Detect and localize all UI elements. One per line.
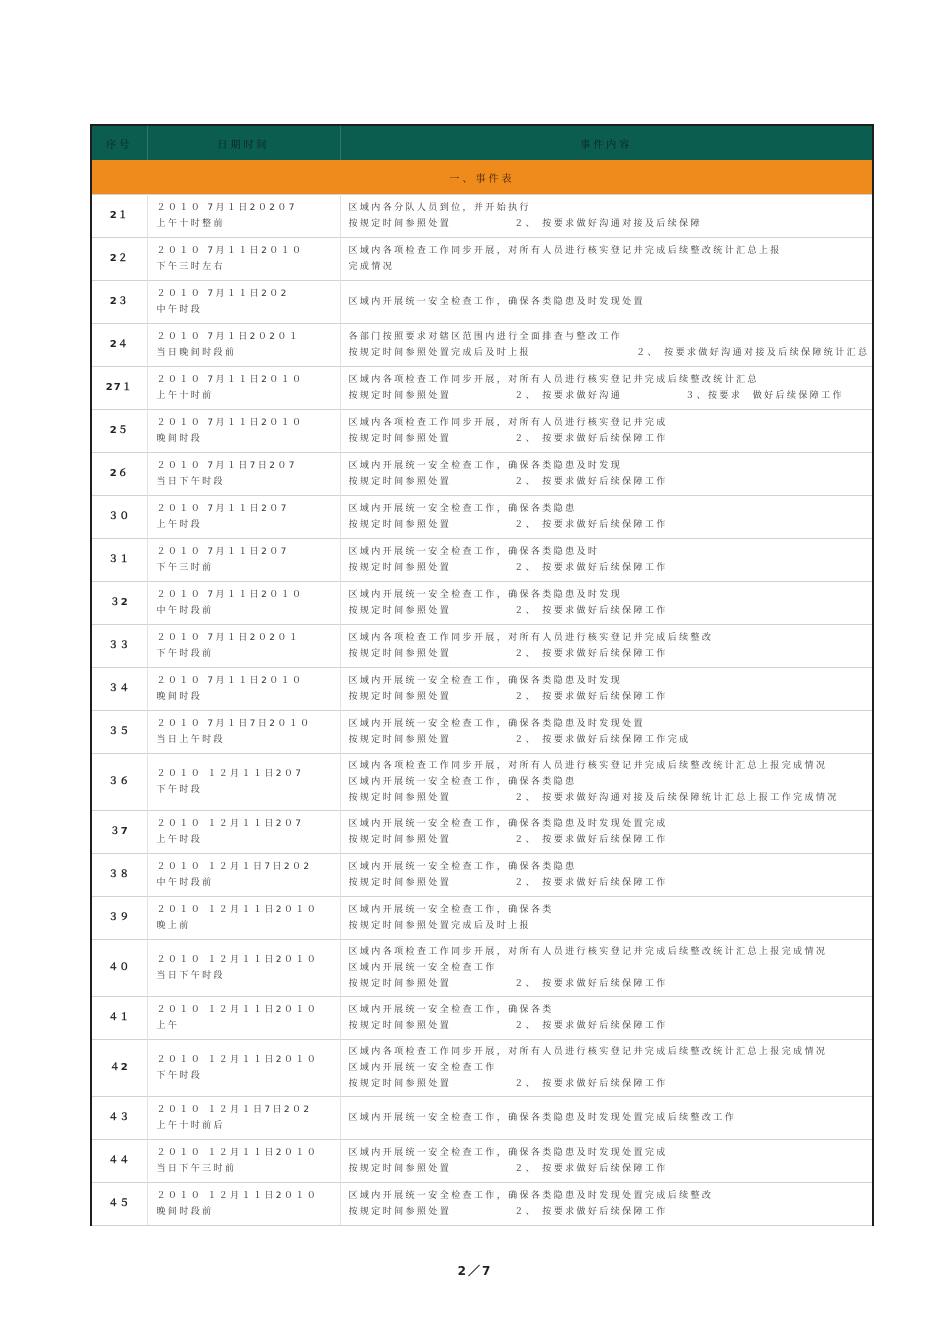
- row-number: ３８: [91, 854, 147, 897]
- row-date-line: 下午时段前: [156, 649, 214, 659]
- row-date: [147, 897, 340, 940]
- row-date-line: ２０１０ 7月１１日2０2: [156, 289, 289, 299]
- row-content-line: 按规定时间参照处置 ２、 按要求做好后续保障工作: [348, 606, 668, 616]
- row-date-line: 晚间时段: [156, 692, 203, 702]
- row-content-line: 区域内开展统一安全检查工作，确保各类隐患及时发现: [348, 590, 623, 600]
- row-number: 27１: [91, 367, 147, 410]
- row-date-line: ２０１０ １２月１１日2０１０: [156, 1055, 319, 1065]
- row-date-line: ２０１０ 7月１日2０2０１: [156, 633, 301, 643]
- row-content: [340, 854, 873, 897]
- row-date-line: 当日下午时段: [156, 477, 225, 487]
- row-content-line: 按规定时间参照处置 ２、 按要求做好沟通对接及后续保障: [348, 219, 702, 229]
- row-number: ３7: [91, 811, 147, 854]
- row-content-line: 按规定时间参照处置 ２、 按要求做好后续保障工作: [348, 434, 668, 444]
- row-number: 2６: [91, 453, 147, 496]
- row-content-line: 按规定时间参照处置 ２、 按要求做好后续保障工作: [348, 692, 668, 702]
- row-content: [340, 1140, 873, 1183]
- row-date-line: 晚间时段: [156, 434, 203, 444]
- table-row: [91, 582, 873, 625]
- row-content-line: 区域内开展统一安全检查工作，确保各类: [348, 905, 554, 915]
- row-number: ４４: [91, 1140, 147, 1183]
- table-row: [91, 1140, 873, 1183]
- row-date-line: ２０１０ 7月１１日2０１０: [156, 676, 304, 686]
- row-content: [340, 997, 873, 1040]
- row-content-line: 区域内开展统一安全检查工作，确保各类隐患及时发现: [348, 461, 623, 471]
- row-date: [147, 238, 340, 281]
- row-content-line: 区域内开展统一安全检查工作，确保各类隐患及时发现处置完成: [348, 1148, 668, 1158]
- row-date-line: 下午三时左右: [156, 262, 225, 272]
- row-content-line: 按规定时间参照处置 ２、 按要求做好后续保障工作完成: [348, 735, 691, 745]
- row-content-line: 区域内各分队人员到位，并开始执行: [348, 203, 531, 213]
- row-date-line: ２０１０ 7月１１日2０7: [156, 547, 289, 557]
- table-row: [91, 625, 873, 668]
- row-date: [147, 324, 340, 367]
- row-content-line: 区域内各项检查工作同步开展，对所有人员进行核实登记并完成后续整改统计汇总: [348, 375, 759, 385]
- row-content: [340, 625, 873, 668]
- row-content: [340, 1040, 873, 1097]
- row-content-line: 区域内开展统一安全检查工作，确保各类隐患及时发现: [348, 676, 623, 686]
- table-row: [91, 539, 873, 582]
- row-date: [147, 625, 340, 668]
- row-number: ４５: [91, 1183, 147, 1226]
- row-number: ３６: [91, 754, 147, 811]
- row-date-line: 下午时段: [156, 1071, 203, 1081]
- table-header-row: [91, 125, 873, 160]
- row-content-line: 按规定时间参照处置 ２、 按要求做好后续保障工作: [348, 1207, 668, 1217]
- row-date-line: 当日上午时段: [156, 735, 225, 745]
- row-content: [340, 582, 873, 625]
- row-date-line: ２０１０ 7月１日7日2０１０: [156, 719, 312, 729]
- row-date-line: 中午时段前: [156, 878, 214, 888]
- row-content-line: 区域内开展统一安全检查工作，确保各类隐患及时发现处置完成后续整改: [348, 1191, 714, 1201]
- row-content: [340, 539, 873, 582]
- row-content-line: 区域内开展统一安全检查工作，确保各类隐患: [348, 777, 577, 787]
- row-content-line: 区域内开展统一安全检查工作，确保各类隐患及时: [348, 547, 600, 557]
- row-date: [147, 582, 340, 625]
- row-date-line: ２０１０ １２月１１日2０7: [156, 769, 304, 779]
- row-date-line: ２０１０ １２月１１日2０１０: [156, 1005, 319, 1015]
- row-content: [340, 811, 873, 854]
- row-content-line: 区域内各项检查工作同步开展，对所有人员进行核实登记并完成后续整改统计汇总上报完成情况: [348, 761, 828, 771]
- row-date-line: 晚间时段前: [156, 1207, 214, 1217]
- section-row: [91, 160, 873, 195]
- row-content-line: 区域内开展统一安全检查工作，确保各类隐患及时发现处置完成: [348, 819, 668, 829]
- row-content-line: 按规定时间参照处置 ２、 按要求做好沟通对接及后续保障统计汇总上报工作完成情况: [348, 793, 839, 803]
- row-date: [147, 711, 340, 754]
- row-date: [147, 496, 340, 539]
- row-content-line: 区域内开展统一安全检查工作，确保各类隐患及时发现处置: [348, 297, 645, 307]
- row-number: ４３: [91, 1097, 147, 1140]
- table-row: [91, 324, 873, 367]
- row-content: [340, 1097, 873, 1140]
- table-row: [91, 754, 873, 811]
- row-content: [340, 1183, 873, 1226]
- row-date-line: ２０１０ １２月１１日2０１０: [156, 955, 319, 965]
- row-number: 2５: [91, 410, 147, 453]
- row-date-line: ２０１０ 7月１日2０2０１: [156, 332, 301, 342]
- row-content-line: 按规定时间参照处置 ２、 按要求做好后续保障工作: [348, 1079, 668, 1089]
- table-row: [91, 940, 873, 997]
- row-date-line: 上午: [156, 1021, 180, 1031]
- row-content-line: 按规定时间参照处置 ２、 按要求做好沟通 ３、按要求 做好后续保障工作: [348, 391, 844, 401]
- row-number: 2２: [91, 238, 147, 281]
- row-content-line: 区域内各项检查工作同步开展，对所有人员进行核实登记并完成后续整改统计汇总上报: [348, 246, 782, 256]
- table-row: [91, 668, 873, 711]
- row-content-line: 按规定时间参照处置 ２、 按要求做好后续保障工作: [348, 1021, 668, 1031]
- row-date: [147, 195, 340, 238]
- table-row: [91, 997, 873, 1040]
- row-date-line: 上午十时整前: [156, 219, 225, 229]
- row-date-line: ２０１０ １２月１１日2０7: [156, 819, 304, 829]
- header-content: 事件内容: [340, 125, 873, 160]
- row-content-line: 按规定时间参照处置 ２、 按要求做好后续保障工作: [348, 563, 668, 573]
- row-date: [147, 1140, 340, 1183]
- row-content: [340, 668, 873, 711]
- row-content: [340, 281, 873, 324]
- row-content: [340, 195, 873, 238]
- row-date: [147, 811, 340, 854]
- table-row: [91, 1040, 873, 1097]
- page-number: 2／7: [457, 1264, 493, 1278]
- row-number: ３５: [91, 711, 147, 754]
- row-number: ３１: [91, 539, 147, 582]
- row-number: ４１: [91, 997, 147, 1040]
- row-date-line: 中午时段前: [156, 606, 214, 616]
- row-date-line: 当日下午三时前: [156, 1164, 237, 1174]
- header-number: 序号: [91, 125, 147, 160]
- table-row: [91, 854, 873, 897]
- row-content-line: 按规定时间参照处置 ２、 按要求做好后续保障工作: [348, 835, 668, 845]
- header-date: 日期时间: [147, 125, 340, 160]
- row-content-line: 按规定时间参照处置 ２、 按要求做好后续保障工作: [348, 520, 668, 530]
- row-date-line: ２０１０ １２月１日7日2０2: [156, 1105, 312, 1115]
- row-date-line: ２０１０ １２月１日7日2０2: [156, 862, 312, 872]
- row-number: ３2: [91, 582, 147, 625]
- row-date: [147, 1183, 340, 1226]
- table-row: [91, 496, 873, 539]
- row-number: ４０: [91, 940, 147, 997]
- row-content-line: 区域内各项检查工作同步开展，对所有人员进行核实登记并完成: [348, 418, 668, 428]
- table-row: [91, 410, 873, 453]
- section-title: 一、事件表: [91, 160, 873, 195]
- row-date-line: ２０１０ １２月１１日2０１０: [156, 905, 319, 915]
- row-content-line: 区域内开展统一安全检查工作: [348, 1063, 497, 1073]
- row-date-line: 晚上前: [156, 921, 191, 931]
- table-row: [91, 281, 873, 324]
- event-table: [90, 124, 874, 1226]
- row-date: [147, 453, 340, 496]
- table-body: [91, 160, 873, 1226]
- table-row: [91, 897, 873, 940]
- table-row: [91, 195, 873, 238]
- row-date: [147, 281, 340, 324]
- row-content-line: 区域内各项检查工作同步开展，对所有人员进行核实登记并完成后续整改统计汇总上报完成情况: [348, 1047, 828, 1057]
- row-date-line: 下午三时前: [156, 563, 214, 573]
- row-content: [340, 238, 873, 281]
- table-row: [91, 711, 873, 754]
- table-row: [91, 811, 873, 854]
- row-date: [147, 367, 340, 410]
- row-date-line: 中午时段: [156, 305, 203, 315]
- row-content: [340, 410, 873, 453]
- row-number: ４2: [91, 1040, 147, 1097]
- row-content-line: 各部门按照要求对辖区范围内进行全面排查与整改工作: [348, 332, 623, 342]
- row-content-line: 区域内各项检查工作同步开展，对所有人员进行核实登记并完成后续整改统计汇总上报完成情况: [348, 947, 828, 957]
- row-date: [147, 539, 340, 582]
- row-content-line: 按规定时间参照处置完成后及时上报 ２、 按要求做好沟通对接及后续保障统计汇总: [348, 348, 870, 358]
- row-number: 2３: [91, 281, 147, 324]
- row-number: 2４: [91, 324, 147, 367]
- row-date-line: ２０１０ 7月１１日2０１０: [156, 590, 304, 600]
- row-date: [147, 854, 340, 897]
- table-row: [91, 367, 873, 410]
- row-content-line: 按规定时间参照处置 ２、 按要求做好后续保障工作: [348, 649, 668, 659]
- row-number: ３３: [91, 625, 147, 668]
- row-content-line: 按规定时间参照处置 ２、 按要求做好后续保障工作: [348, 1164, 668, 1174]
- table-row: [91, 1097, 873, 1140]
- row-date-line: 上午十时前后: [156, 1121, 225, 1131]
- row-date-line: ２０１０ 7月１１日2０１０: [156, 246, 304, 256]
- row-content: [340, 324, 873, 367]
- row-content-line: 区域内开展统一安全检查工作，确保各类隐患: [348, 862, 577, 872]
- row-date-line: 当日晚间时段前: [156, 348, 237, 358]
- row-content-line: 完成情况: [348, 262, 395, 272]
- row-content: [340, 496, 873, 539]
- row-content: [340, 897, 873, 940]
- row-content: [340, 453, 873, 496]
- row-number: 2１: [91, 195, 147, 238]
- row-date: [147, 1040, 340, 1097]
- row-date-line: 上午十时前: [156, 391, 214, 401]
- row-content: [340, 754, 873, 811]
- row-content: [340, 940, 873, 997]
- row-date-line: 上午时段: [156, 520, 203, 530]
- table-row: [91, 453, 873, 496]
- row-date: [147, 997, 340, 1040]
- row-content-line: 区域内开展统一安全检查工作，确保各类: [348, 1005, 554, 1015]
- row-date-line: ２０１０ 7月１１日2０7: [156, 504, 289, 514]
- row-date-line: ２０１０ 7月１日7日2０7: [156, 461, 297, 471]
- row-content: [340, 367, 873, 410]
- row-content-line: 区域内开展统一安全检查工作: [348, 963, 497, 973]
- row-content-line: 区域内开展统一安全检查工作，确保各类隐患及时发现处置完成后续整改工作: [348, 1113, 737, 1123]
- row-date-line: ２０１０ １２月１１日2０１０: [156, 1148, 319, 1158]
- row-date-line: 上午时段: [156, 835, 203, 845]
- row-date: [147, 410, 340, 453]
- row-date: [147, 940, 340, 997]
- row-content-line: 区域内开展统一安全检查工作，确保各类隐患及时发现处置: [348, 719, 645, 729]
- row-content-line: 按规定时间参照处置 ２、 按要求做好后续保障工作: [348, 878, 668, 888]
- row-content-line: 区域内各项检查工作同步开展，对所有人员进行核实登记并完成后续整改: [348, 633, 714, 643]
- table-row: [91, 238, 873, 281]
- table-row: [91, 1183, 873, 1226]
- row-content-line: 区域内开展统一安全检查工作，确保各类隐患: [348, 504, 577, 514]
- row-content-line: 按规定时间参照处置 ２、 按要求做好后续保障工作: [348, 477, 668, 487]
- row-date-line: 当日下午时段: [156, 971, 225, 981]
- row-date-line: 下午时段: [156, 785, 203, 795]
- row-content-line: 按规定时间参照处置完成后及时上报: [348, 921, 531, 931]
- row-content-line: 按规定时间参照处置 ２、 按要求做好后续保障工作: [348, 979, 668, 989]
- row-date-line: ２０１０ １２月１１日2０１０: [156, 1191, 319, 1201]
- row-number: ３９: [91, 897, 147, 940]
- row-number: ３０: [91, 496, 147, 539]
- row-number: ３４: [91, 668, 147, 711]
- row-date-line: ２０１０ 7月１１日2０１０: [156, 418, 304, 428]
- row-date-line: ２０１０ 7月１日2０2０7: [156, 203, 297, 213]
- row-date: [147, 1097, 340, 1140]
- row-date-line: ２０１０ 7月１１日2０１０: [156, 375, 304, 385]
- row-date: [147, 668, 340, 711]
- row-content: [340, 711, 873, 754]
- row-date: [147, 754, 340, 811]
